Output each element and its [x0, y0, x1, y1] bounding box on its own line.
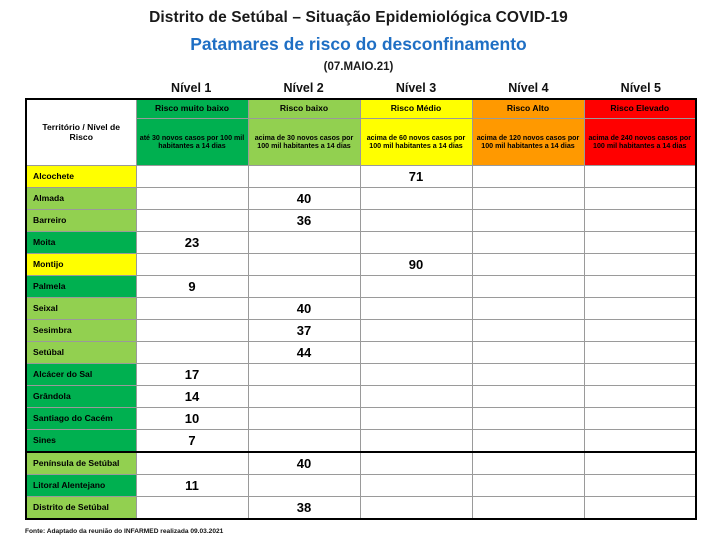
incidence-value: 14 [136, 386, 248, 408]
empty-cell [584, 452, 696, 475]
empty-cell [472, 210, 584, 232]
page-date: (07.MAIO.21) [323, 61, 394, 73]
incidence-value: 17 [136, 364, 248, 386]
territory-name: Almada [26, 188, 136, 210]
empty-cell [584, 386, 696, 408]
empty-cell [584, 232, 696, 254]
empty-cell [248, 232, 360, 254]
level-header-4: Nível 4 [508, 81, 549, 95]
territory-name: Alcácer do Sal [26, 364, 136, 386]
empty-cell [248, 276, 360, 298]
empty-cell [472, 188, 584, 210]
empty-cell [360, 298, 472, 320]
empty-cell [584, 320, 696, 342]
empty-cell [472, 452, 584, 475]
territory-name: Litoral Alentejano [26, 475, 136, 497]
empty-cell [360, 364, 472, 386]
empty-cell [136, 254, 248, 276]
empty-cell [584, 166, 696, 188]
level-header-1: Nível 1 [171, 81, 212, 95]
empty-cell [136, 210, 248, 232]
table-row [26, 475, 696, 497]
table-row [26, 364, 696, 386]
table-row [26, 188, 696, 210]
empty-cell [136, 342, 248, 364]
empty-cell [584, 276, 696, 298]
territory-name: Grândola [26, 386, 136, 408]
territory-name: Palmela [26, 276, 136, 298]
territory-name: Moita [26, 232, 136, 254]
table-row [26, 210, 696, 232]
level-headers-spacer [25, 81, 135, 95]
risk-band-desc-5: acima de 240 novos casos por 100 mil habitantes a 14 dias [584, 119, 696, 166]
empty-cell [360, 210, 472, 232]
empty-cell [472, 386, 584, 408]
empty-cell [248, 475, 360, 497]
source-note: Fonte: Adaptado da reunião do INFARMED realizada 09.03.2021 [25, 528, 224, 535]
table-row [26, 342, 696, 364]
empty-cell [136, 452, 248, 475]
risk-band-label-1: Risco muito baixo [136, 99, 248, 119]
risk-band-desc-2: acima de 30 novos casos por 100 mil habitantes a 14 dias [248, 119, 360, 166]
incidence-value: 40 [248, 452, 360, 475]
empty-cell [472, 430, 584, 453]
empty-cell [584, 188, 696, 210]
incidence-value: 37 [248, 320, 360, 342]
empty-cell [136, 298, 248, 320]
incidence-value: 71 [360, 166, 472, 188]
empty-cell [360, 232, 472, 254]
empty-cell [136, 188, 248, 210]
incidence-value: 90 [360, 254, 472, 276]
table-row [26, 166, 696, 188]
empty-cell [248, 408, 360, 430]
empty-cell [584, 497, 696, 520]
empty-cell [136, 497, 248, 520]
empty-cell [472, 166, 584, 188]
table-row [26, 320, 696, 342]
empty-cell [360, 408, 472, 430]
page-subtitle: Patamares de risco do desconfinamento [190, 34, 527, 54]
empty-cell [248, 254, 360, 276]
level-header-3: Nível 3 [395, 81, 437, 95]
empty-cell [472, 342, 584, 364]
table-row [26, 232, 696, 254]
empty-cell [584, 210, 696, 232]
territory-name: Sines [26, 430, 136, 453]
territory-name: Distrito de Setúbal [26, 497, 136, 520]
empty-cell [360, 497, 472, 520]
slide-page [0, 9, 717, 547]
empty-cell [584, 254, 696, 276]
territory-name: Setúbal [26, 342, 136, 364]
empty-cell [360, 430, 472, 453]
level-header-5: Nível 5 [620, 81, 661, 95]
risk-band-desc-3: acima de 60 novos casos por 100 mil habitantes a 14 dias [360, 119, 472, 166]
table-corner-label: Território / Nível de Risco [26, 99, 136, 166]
empty-cell [360, 276, 472, 298]
empty-cell [360, 342, 472, 364]
empty-cell [584, 342, 696, 364]
territory-name: Santiago do Cacém [26, 408, 136, 430]
level-header-2: Nível 2 [283, 81, 324, 95]
territory-name: Montijo [26, 254, 136, 276]
territory-name: Seixal [26, 298, 136, 320]
incidence-value: 36 [248, 210, 360, 232]
risk-band-desc-4: acima de 120 novos casos por 100 mil habitantes a 14 dias [472, 119, 584, 166]
table-row [26, 254, 696, 276]
empty-cell [360, 188, 472, 210]
empty-cell [472, 298, 584, 320]
risk-band-label-3: Risco Médio [360, 99, 472, 119]
empty-cell [472, 475, 584, 497]
empty-cell [472, 276, 584, 298]
empty-cell [360, 475, 472, 497]
incidence-value: 11 [136, 475, 248, 497]
territory-name: Alcochete [26, 166, 136, 188]
incidence-value: 40 [248, 188, 360, 210]
risk-band-desc-1: até 30 novos casos por 100 mil habitantes a 14 dias [136, 119, 248, 166]
empty-cell [248, 166, 360, 188]
empty-cell [248, 430, 360, 453]
level-headers [0, 81, 717, 95]
empty-cell [584, 364, 696, 386]
table-row [26, 430, 696, 453]
incidence-value: 10 [136, 408, 248, 430]
empty-cell [472, 364, 584, 386]
empty-cell [360, 386, 472, 408]
risk-band-label-4: Risco Alto [472, 99, 584, 119]
empty-cell [248, 386, 360, 408]
incidence-value: 38 [248, 497, 360, 520]
empty-cell [136, 320, 248, 342]
empty-cell [584, 298, 696, 320]
empty-cell [360, 320, 472, 342]
table-row [26, 452, 696, 475]
empty-cell [472, 254, 584, 276]
table-row [26, 386, 696, 408]
table-row [26, 276, 696, 298]
empty-cell [248, 364, 360, 386]
table-row [26, 298, 696, 320]
incidence-value: 40 [248, 298, 360, 320]
incidence-value: 23 [136, 232, 248, 254]
table-row [26, 408, 696, 430]
empty-cell [136, 166, 248, 188]
empty-cell [584, 430, 696, 453]
incidence-value: 44 [248, 342, 360, 364]
empty-cell [472, 320, 584, 342]
territory-name: Península de Setúbal [26, 452, 136, 475]
risk-band-label-5: Risco Elevado [584, 99, 696, 119]
empty-cell [360, 452, 472, 475]
page-title: Distrito de Setúbal – Situação Epidemiológica COVID-19 [149, 9, 568, 26]
empty-cell [472, 232, 584, 254]
territory-name: Sesimbra [26, 320, 136, 342]
risk-band-label-2: Risco baixo [248, 99, 360, 119]
empty-cell [584, 408, 696, 430]
incidence-value: 9 [136, 276, 248, 298]
incidence-value: 7 [136, 430, 248, 453]
territory-name: Barreiro [26, 210, 136, 232]
empty-cell [584, 475, 696, 497]
empty-cell [472, 497, 584, 520]
table-row [26, 497, 696, 520]
empty-cell [472, 408, 584, 430]
risk-table [25, 98, 697, 520]
